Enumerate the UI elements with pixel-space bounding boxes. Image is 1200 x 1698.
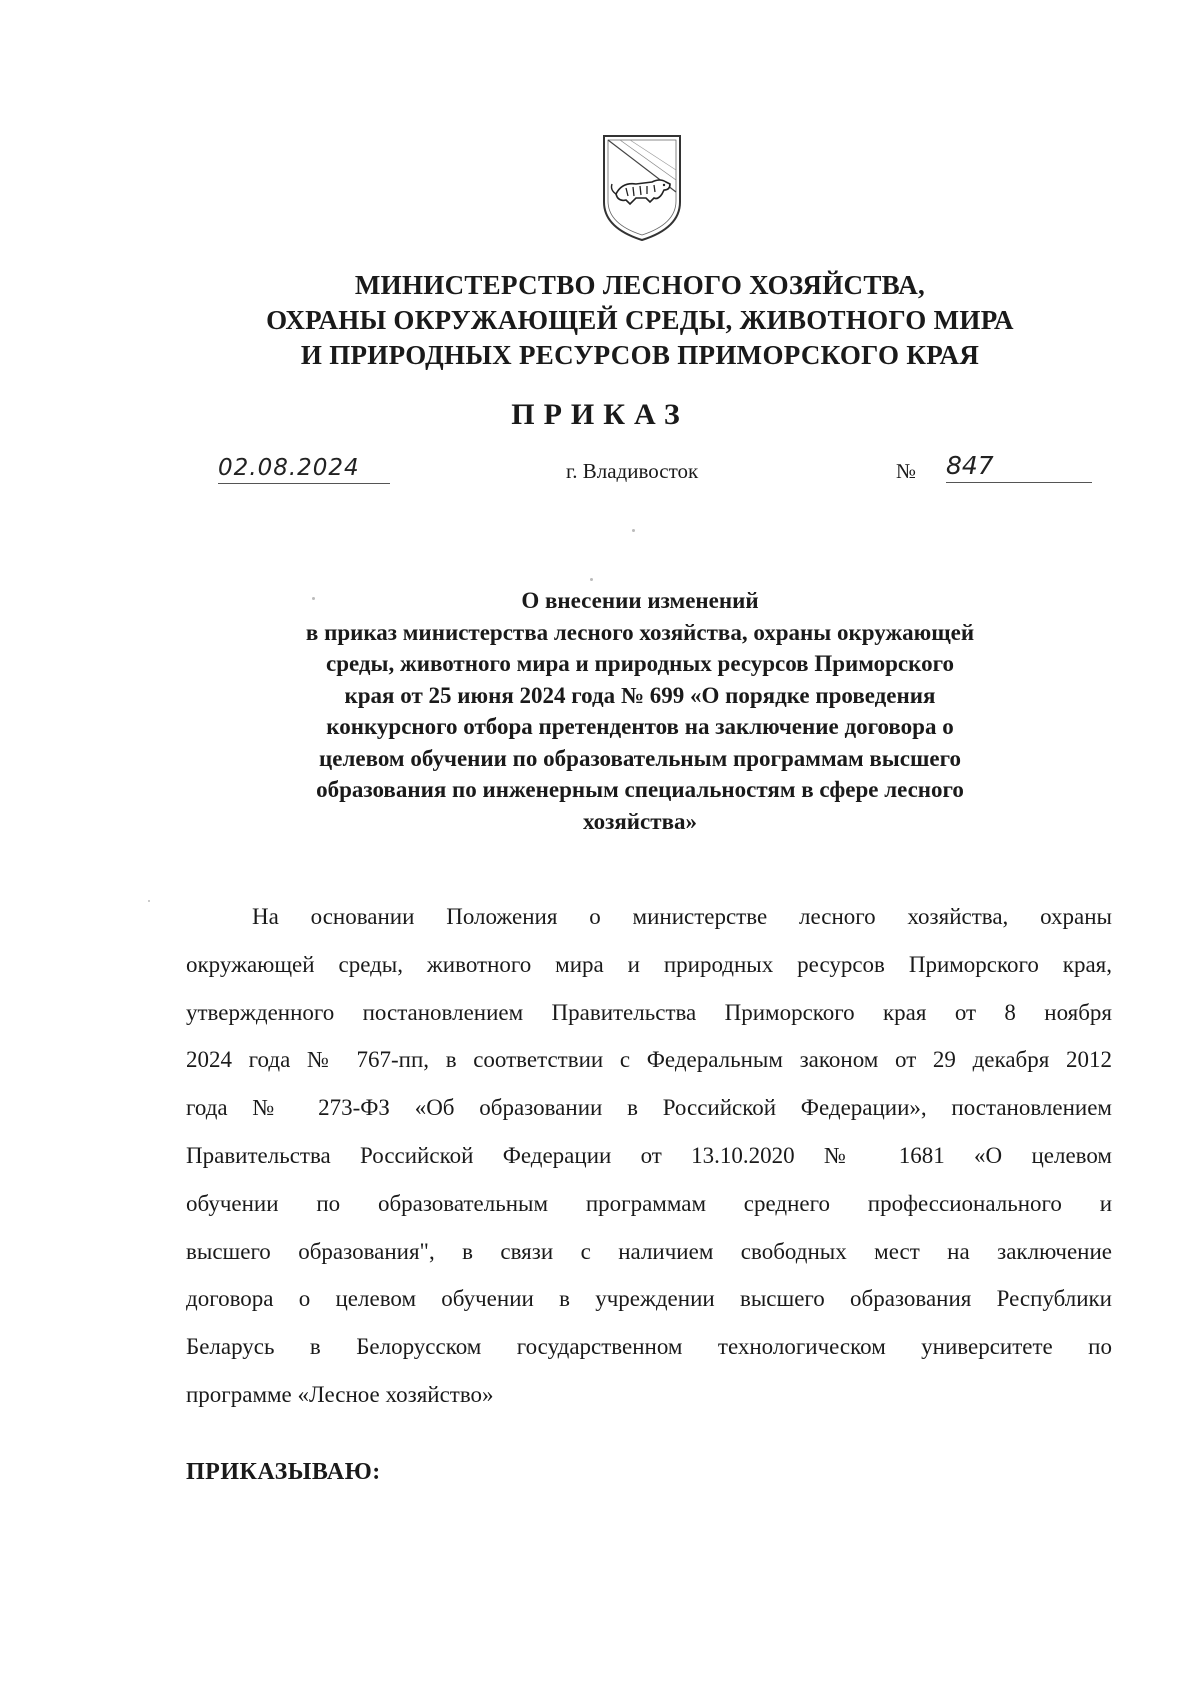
paragraph-line: Беларусь в Белорусском государственном технологическом университете по [186,1334,1112,1360]
ministry-title-line: ОХРАНЫ ОКРУЖАЮЩЕЙ СРЕДЫ, ЖИВОТНОГО МИРА [266,305,1014,335]
heading-line: целевом обучении по образовательным программам высшего [319,745,961,771]
scan-speck [312,597,315,600]
coat-of-arms-icon [600,132,684,244]
paragraph-line: года № 273-ФЗ «Об образовании в Российской Федерации», постановлением [186,1095,1112,1121]
heading-line: конкурсного отбора претендентов на заключение договора о [326,714,954,739]
order-directive: ПРИКАЗЫВАЮ: [186,1459,381,1485]
number-label: № [896,459,917,483]
heading-line: в приказ министерства лесного хозяйства, охраны окружающей [305,619,975,645]
city: г. Владивосток [566,459,699,483]
heading-line: хозяйства» [583,808,697,834]
ministry-title [200,268,1080,373]
preamble-paragraph [186,893,1112,1419]
paragraph-line: На основании Положения о министерстве лесного хозяйства, охраны [252,904,1112,929]
paragraph-line: окружающей среды, животного мира и природных ресурсов Приморского края, [186,951,1112,977]
paragraph-line: высшего образования", в связи с наличием свободных мест на заключение [186,1238,1112,1264]
heading-line: среды, животного мира и природных ресурсов Приморского [326,651,954,676]
heading-line: О внесении изменений [521,588,759,613]
handwritten-date: 02.08.2024 [218,455,390,484]
paragraph-line: утвержденного постановлением Правительства Приморского края от 8 ноября [186,999,1112,1025]
ministry-title-line: МИНИСТЕРСТВО ЛЕСНОГО ХОЗЯЙСТВА, [354,270,926,300]
document-meta-row [0,451,1200,495]
heading-line: края от 25 июня 2024 года № 699 «О порядке проведения [344,682,936,708]
paragraph-line: программе «Лесное хозяйство» [186,1381,494,1407]
scan-speck [590,578,593,581]
scan-speck [148,900,150,902]
order-heading [230,585,1050,837]
paragraph-line: договора о целевом обучении в учреждении высшего образования Республики [186,1286,1112,1312]
paragraph-line: обучении по образовательным программам среднего профессионального и [186,1190,1112,1216]
document-type: ПРИКАЗ [511,398,689,431]
handwritten-number: 847 [946,451,1092,483]
paragraph-line: 2024 года № 767-пп, в соответствии с Федеральным законом от 29 декабря 2012 [186,1047,1112,1073]
ministry-title-line: И ПРИРОДНЫХ РЕСУРСОВ ПРИМОРСКОГО КРАЯ [300,340,980,370]
paragraph-line: Правительства Российской Федерации от 13.10.2020 № 1681 «О целевом [186,1142,1112,1168]
scan-speck [632,529,635,532]
heading-line: образования по инженерным специальностям в сфере лесного [316,777,964,802]
